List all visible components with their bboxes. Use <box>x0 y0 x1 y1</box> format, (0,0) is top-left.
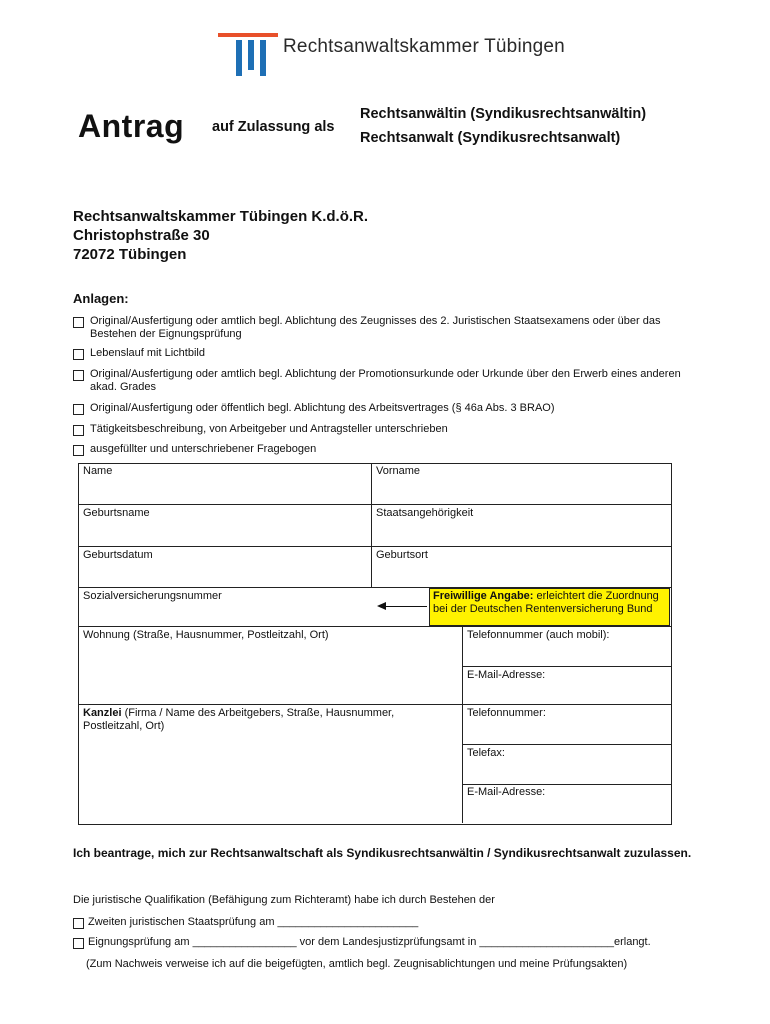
option-label: Zweiten juristischen Staatsprüfung am _______________________ <box>88 916 419 928</box>
anlage-item[interactable] <box>73 423 690 436</box>
anlage-item[interactable] <box>73 402 690 415</box>
logo-text: Rechtsanwaltskammer Tübingen <box>283 36 565 57</box>
arrow-left-icon <box>377 602 386 610</box>
nachweis-note: (Zum Nachweis verweise ich auf die beigefügten, amtlich begl. Zeugnisablichtungen und meine Prüfungsakten) <box>86 958 628 970</box>
anlage-label: Tätigkeitsbeschreibung, von Arbeitgeber und Antragsteller unterschrieben <box>90 423 448 435</box>
qualifikation-option-eignungspruefung[interactable] <box>73 936 651 949</box>
field-vorname[interactable]: Vorname <box>376 465 421 477</box>
freiwillig-note <box>429 588 670 626</box>
qualifikation-option-staatspruefung[interactable] <box>73 916 418 929</box>
rolle-rechtsanwaeltin: Rechtsanwältin (Syndikusrechtsanwältin) <box>360 106 647 122</box>
field-telefax[interactable]: Telefax: <box>467 747 505 759</box>
field-geburtsdatum[interactable]: Geburtsdatum <box>83 549 153 561</box>
form-divider <box>371 463 372 587</box>
option-label: Eignungsprüfung am _________________ vor dem Landesjustizprüfungsamt in ______________________erlangt. <box>88 936 651 948</box>
anlage-item[interactable] <box>73 315 690 341</box>
form-divider <box>78 704 671 705</box>
logo-bar-2 <box>248 40 254 70</box>
checkbox[interactable] <box>73 425 84 436</box>
form-divider <box>78 504 671 505</box>
anlage-label: ausgefüllter und unterschriebener Fragebogen <box>90 443 317 455</box>
antrag-statement: Ich beantrage, mich zur Rechtsanwaltschaft als Syndikusrechtsanwältin / Syndikusrechtsanwalt zuzulassen. <box>73 846 692 860</box>
checkbox[interactable] <box>73 404 84 415</box>
form-divider <box>462 626 463 823</box>
personal-data-form <box>78 463 672 825</box>
kanzlei-text: (Firma / Name des Arbeitgebers, Straße, Hausnummer, Postleitzahl, Ort) <box>83 707 395 732</box>
checkbox[interactable] <box>73 938 84 949</box>
form-divider <box>78 626 671 627</box>
zulassung-label: auf Zulassung als <box>212 119 335 135</box>
field-email-kanzlei[interactable]: E-Mail-Adresse: <box>467 786 546 798</box>
form-divider <box>462 784 671 785</box>
anlagen-title: Anlagen: <box>73 291 129 306</box>
checkbox[interactable] <box>73 317 84 328</box>
form-divider <box>78 546 671 547</box>
freiwillig-label: Freiwillige Angabe: <box>433 590 534 602</box>
field-email-privat[interactable]: E-Mail-Adresse: <box>467 669 546 681</box>
anlage-item[interactable] <box>73 368 690 394</box>
anlage-item[interactable] <box>73 443 690 456</box>
rolle-rechtsanwalt: Rechtsanwalt (Syndikusrechtsanwalt) <box>360 130 621 146</box>
logo-bar-3 <box>260 40 266 76</box>
checkbox[interactable] <box>73 918 84 929</box>
qualifikation-intro: Die juristische Qualifikation (Befähigung zum Richteramt) habe ich durch Bestehen der <box>73 894 495 906</box>
form-divider <box>462 666 671 667</box>
field-telefon-kanzlei[interactable]: Telefonnummer: <box>467 707 546 719</box>
anlage-item[interactable] <box>73 347 690 360</box>
field-sozialversicherungsnummer[interactable]: Sozialversicherungsnummer <box>83 590 222 602</box>
field-telefon-mobil[interactable]: Telefonnummer (auch mobil): <box>467 629 610 641</box>
address-line-3: 72072 Tübingen <box>73 246 187 263</box>
anlage-label: Original/Ausfertigung oder öffentlich begl. Ablichtung des Arbeitsvertrages (§ 46a Abs. 3 BRAO) <box>90 402 555 414</box>
antrag-title: Antrag <box>78 108 185 144</box>
anlage-label: Lebenslauf mit Lichtbild <box>90 347 205 359</box>
anlage-label: Original/Ausfertigung oder amtlich begl. Ablichtung der Promotionsurkunde oder Urkunde über den Erwerb eines anderen akad. Grades <box>90 368 681 393</box>
field-wohnung[interactable]: Wohnung (Straße, Hausnummer, Postleitzahl, Ort) <box>83 629 329 641</box>
field-geburtsort[interactable]: Geburtsort <box>376 549 428 561</box>
field-geburtsname[interactable]: Geburtsname <box>83 507 150 519</box>
logo-accent-bar <box>218 33 278 37</box>
field-kanzlei[interactable] <box>83 707 453 733</box>
address-line-1: Rechtsanwaltskammer Tübingen K.d.ö.R. <box>73 208 369 225</box>
logo-bar-1 <box>236 40 242 76</box>
field-name[interactable]: Name <box>83 465 113 477</box>
kanzlei-label: Kanzlei <box>83 707 122 719</box>
checkbox[interactable] <box>73 445 84 456</box>
address-line-2: Christophstraße 30 <box>73 227 210 244</box>
field-staatsangehoerigkeit[interactable]: Staatsangehörigkeit <box>376 507 474 519</box>
freiwillig-text: erleichtert die Zuordnung bei der Deutschen Rentenversicherung Bund <box>433 590 659 615</box>
arrow-line <box>385 606 427 607</box>
anlage-label: Original/Ausfertigung oder amtlich begl. Ablichtung des Zeugnisses des 2. Juristischen Staatsexamens oder über das Bestehen der Eignungsprüfung <box>90 315 661 340</box>
checkbox[interactable] <box>73 370 84 381</box>
form-divider <box>462 744 671 745</box>
checkbox[interactable] <box>73 349 84 360</box>
